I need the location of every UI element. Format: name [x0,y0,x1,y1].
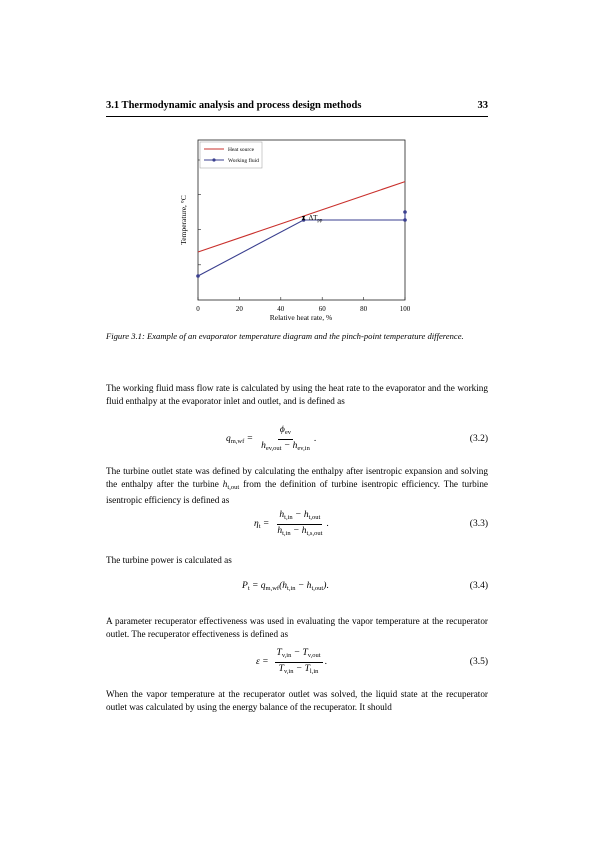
page-header [106,100,488,114]
equation-number-3-2: (3.2) [469,434,488,444]
equation-3-3: $\eta_t$ = $\frac{h_{t,in} - h_{t,out}}{h_{t,in} - h_{t,s,out}}$ . (3.3) [254,509,488,537]
series-point-1-3 [403,218,407,222]
legend-label-working-fluid: Working fluid [228,158,259,164]
page-number: 33 [477,100,488,111]
equation-3-2: $q_{m,wf}$ = $\frac{\phi_{ev}}{h_{ev,out} - h_{ev,in}}$ . (3.2) [226,424,488,452]
paragraph-vapor-temperature: When the vapor temperature at the recuperator outlet was solved, the liquid state at the recuperator outlet was calculated by using the energy balance of the recuperator. It should [106,689,488,712]
paragraph-turbine-power: The turbine power is calculated as [106,555,232,565]
series-point-1-0 [196,274,200,278]
x-tick-label-80: 80 [360,305,368,313]
paragraph-mass-flow: The working fluid mass flow rate is calculated by using the heat rate to the evaporator and the working fluid enthalpy at the evaporator inlet and outlet, and is defined as [106,383,488,406]
equation-number-3-5: (3.5) [469,657,488,667]
equation-3-5: ε = $\frac{T_{v,in} - T_{v,out}}{T_{v,in} - T_{l,in}}$ . (3.5) [256,647,488,675]
chart-legend [200,142,262,168]
series-point-1-4 [403,210,407,214]
y-axis-label: Temperature, °C [179,195,188,245]
x-tick-label-60: 60 [318,305,326,313]
paragraph-turbine-outlet-part-a: The turbine outlet state was defined by calculating the enthalpy after isentropic expansion and solving the enthalpy after the turbine [106,466,488,489]
legend-box [200,142,262,168]
x-tick-label-20: 20 [235,305,243,313]
equation-3-4: $P_t = q_{m,wf}(h_{t,in} - h_{t,out})$ . (3.4) [242,580,488,592]
paragraph-turbine-outlet-part-b: from the definition of turbine isentropic efficiency. The turbine isentropic efficiency is defined as [106,479,488,505]
x-axis-label: Relative heat rate, % [269,313,333,322]
legend-label-heat-source: Heat source [228,147,255,153]
figure-caption: Figure 3.1: Example of an evaporator temperature diagram and the pinch-point temperature difference. [106,331,464,341]
legend-marker-working-fluid [212,158,215,161]
section-title: 3.1 Thermodynamic analysis and process design methods [106,100,362,111]
evaporator-temperature-chart [170,130,432,326]
equation-number-3-3: (3.3) [469,519,488,529]
pinch-point-label: $\Delta T_{pp}$ [308,214,323,224]
x-tick-label-0: 0 [196,305,200,313]
header-rule [106,116,488,117]
equation-number-3-4: (3.4) [469,581,488,591]
paragraph-recuperator: A parameter recuperator effectiveness was used in evaluating the vapor temperature at the recuperator outlet. The recuperator effectiveness is defined as [106,616,488,639]
x-tick-label-100: 100 [399,305,411,313]
x-tick-label-40: 40 [277,305,285,313]
paragraph-turbine-outlet: The turbine outlet state was defined by calculating the enthalpy after isentropic expansion and solving the enthalpy after the turbine $h_{t,out}$ from the definition of turbine isentropic efficiency. The turbine isentropic efficiency is defined as [106,466,488,505]
